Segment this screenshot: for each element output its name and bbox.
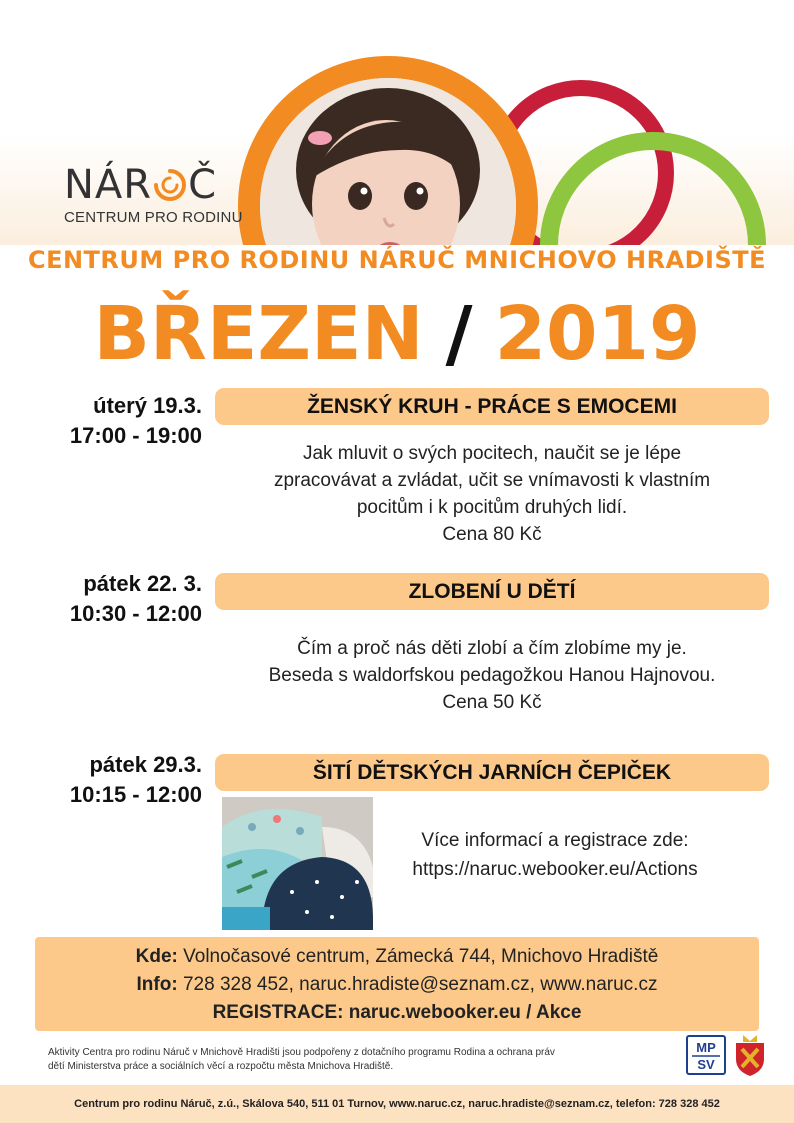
hats-image [222,797,373,930]
event-1-description [215,440,769,548]
month-year: 2019 [494,291,701,377]
mpsv-logo [686,1035,726,1075]
event-1-day: úterý 19.3. [93,393,202,418]
event-2-datetime [30,569,202,629]
event-1-price: Cena 80 Kč [442,524,542,545]
month-name: BŘEZEN [93,291,424,377]
event-2-price: Cena 50 Kč [442,692,542,713]
event-3-datetime [30,750,202,810]
venue-line [35,943,759,971]
hats-photo [222,797,373,930]
registration-info [390,826,720,884]
footer-contact: Centrum pro rodinu Náruč, z.ú., Skálova 540, 511 01 Turnov, www.naruc.cz, naruc.hradiste@seznam.cz, telefon: 728 328 452 [0,1085,794,1123]
venue-label: Kde: [135,946,178,967]
logo-word-left: NÁR [64,162,153,208]
month-heading [0,291,794,377]
town-crest-icon [733,1033,767,1077]
naruc-logo [64,162,243,226]
event-1-datetime [30,391,202,451]
event-3-time: 10:15 - 12:00 [69,782,202,807]
event-2-title: ZLOBENÍ U DĚTÍ [215,573,769,610]
mpsv-logo-top: MP [696,1040,716,1055]
event-2-description [215,635,769,716]
logo-subtitle: CENTRUM PRO RODINU [64,209,243,226]
contact-info-box [35,937,759,1031]
venue-value: Volnočasové centrum, Zámecká 744, Mnichovo Hradiště [183,946,659,967]
event-2-time: 10:30 - 12:00 [69,601,202,626]
event-2-description-line: Beseda s waldorfskou pedagožkou Hanou Hajnovou. [268,665,716,686]
organization-title: CENTRUM PRO RODINU NÁRUČ MNICHOVO HRADIŠTĚ [27,246,767,274]
registration-info-text: Více informací a registrace zde: [421,830,689,851]
event-3-title: ŠITÍ DĚTSKÝCH JARNÍCH ČEPIČEK [215,754,769,791]
mpsv-logo-mark [688,1037,724,1073]
contact-value: 728 328 452, naruc.hradiste@seznam.cz, www.naruc.cz [182,974,658,995]
funding-note [48,1046,678,1074]
month-slash: / [445,291,473,377]
event-1-description-line: zpracovávat a zvládat, učit se vnímavosti k vlastním [273,470,711,491]
registration-line [35,999,759,1027]
contact-label: Info: [136,974,178,995]
swirl-icon [153,168,187,202]
contact-line [35,971,759,999]
event-1-description-line: pocitům i k pocitům druhých lidí. [356,497,628,518]
logo-word-right: Č [188,162,218,208]
event-2-day: pátek 22. 3. [83,571,202,596]
funding-line: Aktivity Centra pro rodinu Náruč v Mnichově Hradišti jsou podpořeny z dotačního programu Rodina a ochrana práv [48,1047,555,1058]
event-1-description-line: Jak mluvit o svých pocitech, naučit se je lépe [302,443,682,464]
funding-line: dětí Ministerstva práce a sociálních věcí a rozpočtu města Mnichova Hradiště. [48,1061,394,1072]
event-2-description-line: Čím a proč nás děti zlobí a čím zlobíme my je. [297,638,687,659]
event-3-day: pátek 29.3. [89,752,202,777]
registration-link[interactable]: https://naruc.webooker.eu/Actions [412,859,698,880]
logo-wordmark [64,162,243,208]
mpsv-logo-bottom: SV [697,1057,715,1072]
registration-value: REGISTRACE: naruc.webooker.eu / Akce [212,1002,582,1023]
event-1-time: 17:00 - 19:00 [69,423,202,448]
event-1-title: ŽENSKÝ KRUH - PRÁCE S EMOCEMI [215,388,769,425]
